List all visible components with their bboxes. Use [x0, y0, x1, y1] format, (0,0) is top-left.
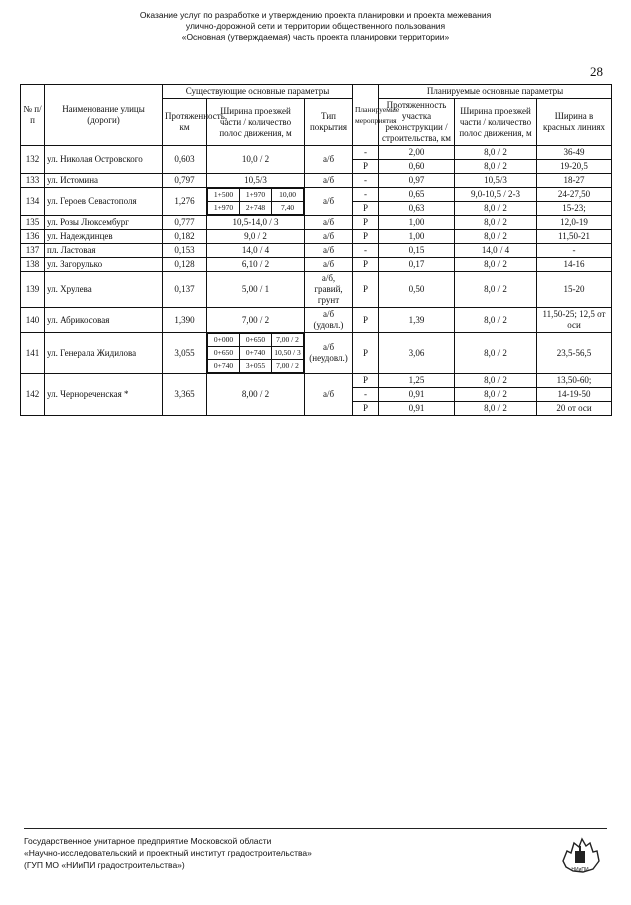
cell-name: ул. Чернореченская * [45, 374, 163, 416]
cell-cover: а/б [305, 188, 353, 216]
cell-plan-width: 8,0 / 2 [455, 308, 537, 333]
cell-plan-length: 0,65 [379, 188, 455, 202]
cell-measure: Р [353, 230, 379, 244]
col-width-header: Ширина проезжей части / количество полос движения, м [207, 99, 305, 146]
cell-plan-width: 8,0 / 2 [455, 333, 537, 374]
width-segments-134 [207, 188, 304, 215]
col-plan-length-header: Протяженность участка реконструкции / строительства, км [379, 99, 455, 146]
col-length-header: Протяженность, км [163, 99, 207, 146]
cell-width: 7,00 / 2 [207, 308, 305, 333]
cell-plan-width: 8,0 / 2 [455, 202, 537, 216]
header-line-2: улично-дорожной сети и территории общественного пользования [185, 21, 446, 31]
table-row [21, 188, 612, 202]
cell-width: 10,5/3 [207, 174, 305, 188]
cell-width: 6,10 / 2 [207, 258, 305, 272]
segment-width: 10,50 / 3 [272, 347, 304, 360]
cell-red-lines: 14-19-50 [537, 388, 612, 402]
cell-width-segments [207, 333, 305, 374]
cell-cover: а/б [305, 374, 353, 416]
table-row [21, 174, 612, 188]
cell-num: 139 [21, 272, 45, 308]
cell-plan-length: 0,15 [379, 244, 455, 258]
table-row [21, 258, 612, 272]
cell-red-lines: 11,50-21 [537, 230, 612, 244]
cell-name: ул. Хрулева [45, 272, 163, 308]
cell-plan-width: 8,0 / 2 [455, 258, 537, 272]
cell-red-lines: 11,50-25; 12,5 от оси [537, 308, 612, 333]
cell-plan-width: 8,0 / 2 [455, 160, 537, 174]
cell-plan-width: 14,0 / 4 [455, 244, 537, 258]
cell-measure: Р [353, 216, 379, 230]
cell-length: 3,365 [163, 374, 207, 416]
cell-measure: - [353, 388, 379, 402]
cell-name: ул. Надеждинцев [45, 230, 163, 244]
page-number: 28 [590, 64, 603, 79]
cell-num: 137 [21, 244, 45, 258]
cell-measure: Р [353, 402, 379, 416]
cell-width: 8,00 / 2 [207, 374, 305, 416]
col-num-header: № п/п [21, 85, 45, 146]
cell-num: 136 [21, 230, 45, 244]
cell-cover: а/б, гравий, грунт [305, 272, 353, 308]
segment-from: 1+970 [208, 202, 240, 215]
cell-red-lines: 18-27 [537, 174, 612, 188]
cell-cover: а/б [305, 230, 353, 244]
cell-cover: а/б (удовл.) [305, 308, 353, 333]
cell-plan-width: 10,5/3 [455, 174, 537, 188]
cell-num: 133 [21, 174, 45, 188]
cell-length: 1,276 [163, 188, 207, 216]
cell-red-lines: 12,0-19 [537, 216, 612, 230]
cell-num: 138 [21, 258, 45, 272]
cell-name: ул. Героев Севастополя [45, 188, 163, 216]
cell-red-lines: 36-49 [537, 146, 612, 160]
cell-measure: Р [353, 160, 379, 174]
table-row [21, 272, 612, 308]
cell-plan-length: 1,00 [379, 230, 455, 244]
cell-width: 14,0 / 4 [207, 244, 305, 258]
cell-measure: Р [353, 202, 379, 216]
institute-logo [557, 831, 603, 877]
cell-measure: - [353, 188, 379, 202]
footer-line-2: «Научно-исследовательский и проектный институт градостроительства» [24, 848, 312, 858]
segment-to: 0+650 [240, 334, 272, 347]
cell-plan-length: 2,00 [379, 146, 455, 160]
cell-cover: а/б [305, 258, 353, 272]
cell-length: 1,390 [163, 308, 207, 333]
cell-length: 0,153 [163, 244, 207, 258]
col-plan-width-header: Ширина проезжей части / количество полос движения, м [455, 99, 537, 146]
cell-red-lines: 20 от оси [537, 402, 612, 416]
cell-name: ул. Николая Островского [45, 146, 163, 174]
table-row [21, 146, 612, 160]
cell-measure: Р [353, 374, 379, 388]
cell-plan-length: 0,97 [379, 174, 455, 188]
cell-plan-width: 8,0 / 2 [455, 402, 537, 416]
table-row [21, 244, 612, 258]
table-row [21, 374, 612, 388]
cell-width: 9,0 / 2 [207, 230, 305, 244]
cell-name: ул. Абрикосовая [45, 308, 163, 333]
cell-name: ул. Розы Люксембург [45, 216, 163, 230]
cell-num: 142 [21, 374, 45, 416]
segment-width: 7,00 / 2 [272, 360, 304, 373]
cell-cover: а/б (неудовл.) [305, 333, 353, 374]
cell-num: 134 [21, 188, 45, 216]
cell-plan-length: 0,63 [379, 202, 455, 216]
cell-red-lines: - [537, 244, 612, 258]
cell-plan-width: 8,0 / 2 [455, 230, 537, 244]
col-name-header: Наименование улицы (дороги) [45, 85, 163, 146]
table-row [21, 230, 612, 244]
cell-cover: а/б [305, 216, 353, 230]
cell-plan-width: 8,0 / 2 [455, 146, 537, 160]
cell-plan-width: 8,0 / 2 [455, 272, 537, 308]
group-existing-header: Существующие основные параметры [163, 85, 353, 99]
group-planned-header: Планируемые основные параметры [379, 85, 612, 99]
cell-length: 0,603 [163, 146, 207, 174]
cell-num: 132 [21, 146, 45, 174]
col-cover-header: Тип покрытия [305, 99, 353, 146]
cell-length: 3,055 [163, 333, 207, 374]
cell-width: 5,00 / 1 [207, 272, 305, 308]
cell-cover: а/б [305, 174, 353, 188]
cell-name: ул. Истомина [45, 174, 163, 188]
segment-to: 0+740 [240, 347, 272, 360]
cell-plan-length: 1,00 [379, 216, 455, 230]
cell-length: 0,182 [163, 230, 207, 244]
segment-from: 0+650 [208, 347, 240, 360]
cell-measure: Р [353, 258, 379, 272]
segment-from: 0+740 [208, 360, 240, 373]
cell-num: 135 [21, 216, 45, 230]
cell-length: 0,777 [163, 216, 207, 230]
header-line-1: Оказание услуг по разработке и утверждению проекта планировки и проекта межевания [139, 10, 492, 20]
logo-text: НИиПИ [571, 867, 589, 873]
cell-measure: Р [353, 333, 379, 374]
cell-measure: Р [353, 308, 379, 333]
cell-name: ул. Генерала Жидилова [45, 333, 163, 374]
document-footer [24, 835, 541, 871]
cell-red-lines: 13,50-60; [537, 374, 612, 388]
cell-plan-length: 0,91 [379, 402, 455, 416]
cell-plan-width: 8,0 / 2 [455, 374, 537, 388]
cell-measure: - [353, 244, 379, 258]
cell-length: 0,128 [163, 258, 207, 272]
footer-line-1: Государственное унитарное предприятие Московской области [24, 836, 272, 846]
cell-red-lines: 14-16 [537, 258, 612, 272]
table-row [21, 216, 612, 230]
cell-width: 10,5-14,0 / 3 [207, 216, 305, 230]
segment-width: 10,00 [272, 189, 304, 202]
cell-red-lines: 19-20,5 [537, 160, 612, 174]
cell-red-lines: 24-27,50 [537, 188, 612, 202]
width-segments-141 [207, 333, 304, 373]
cell-red-lines: 23,5-56,5 [537, 333, 612, 374]
cell-plan-length: 0,60 [379, 160, 455, 174]
cell-num: 140 [21, 308, 45, 333]
cell-name: ул. Загорулько [45, 258, 163, 272]
cell-measure: Р [353, 272, 379, 308]
cell-measure: - [353, 146, 379, 160]
cell-plan-length: 3,06 [379, 333, 455, 374]
col-red-lines-header: Ширина в красных линиях [537, 99, 612, 146]
table-row [21, 308, 612, 333]
header-line-3: «Основная (утверждаемая) часть проекта планировки территории» [181, 32, 450, 42]
footer-divider [24, 828, 607, 829]
cell-plan-width: 8,0 / 2 [455, 216, 537, 230]
roads-table [20, 84, 612, 416]
cell-plan-length: 0,91 [379, 388, 455, 402]
segment-from: 0+000 [208, 334, 240, 347]
segment-width: 7,40 [272, 202, 304, 215]
segment-to: 3+055 [240, 360, 272, 373]
cell-num: 141 [21, 333, 45, 374]
segment-to: 1+970 [240, 189, 272, 202]
cell-plan-length: 0,50 [379, 272, 455, 308]
cell-red-lines: 15-23; [537, 202, 612, 216]
segment-width: 7,00 / 2 [272, 334, 304, 347]
segment-to: 2+748 [240, 202, 272, 215]
cell-red-lines: 15-20 [537, 272, 612, 308]
cell-cover: а/б [305, 146, 353, 174]
table-row [21, 333, 612, 374]
cell-name: пл. Ластовая [45, 244, 163, 258]
cell-plan-length: 0,17 [379, 258, 455, 272]
cell-plan-width: 8,0 / 2 [455, 388, 537, 402]
document-header [24, 10, 607, 43]
cell-length: 0,797 [163, 174, 207, 188]
cell-plan-width: 9,0-10,5 / 2-3 [455, 188, 537, 202]
cell-plan-length: 1,39 [379, 308, 455, 333]
cell-plan-length: 1,25 [379, 374, 455, 388]
segment-from: 1+500 [208, 189, 240, 202]
footer-line-3: (ГУП МО «НИиПИ градостроительства») [24, 860, 185, 870]
cell-width: 10,0 / 2 [207, 146, 305, 174]
cell-measure: - [353, 174, 379, 188]
cell-cover: а/б [305, 244, 353, 258]
cell-width-segments [207, 188, 305, 216]
cell-length: 0,137 [163, 272, 207, 308]
col-measures-header: Планируемые мероприятия [353, 85, 379, 146]
